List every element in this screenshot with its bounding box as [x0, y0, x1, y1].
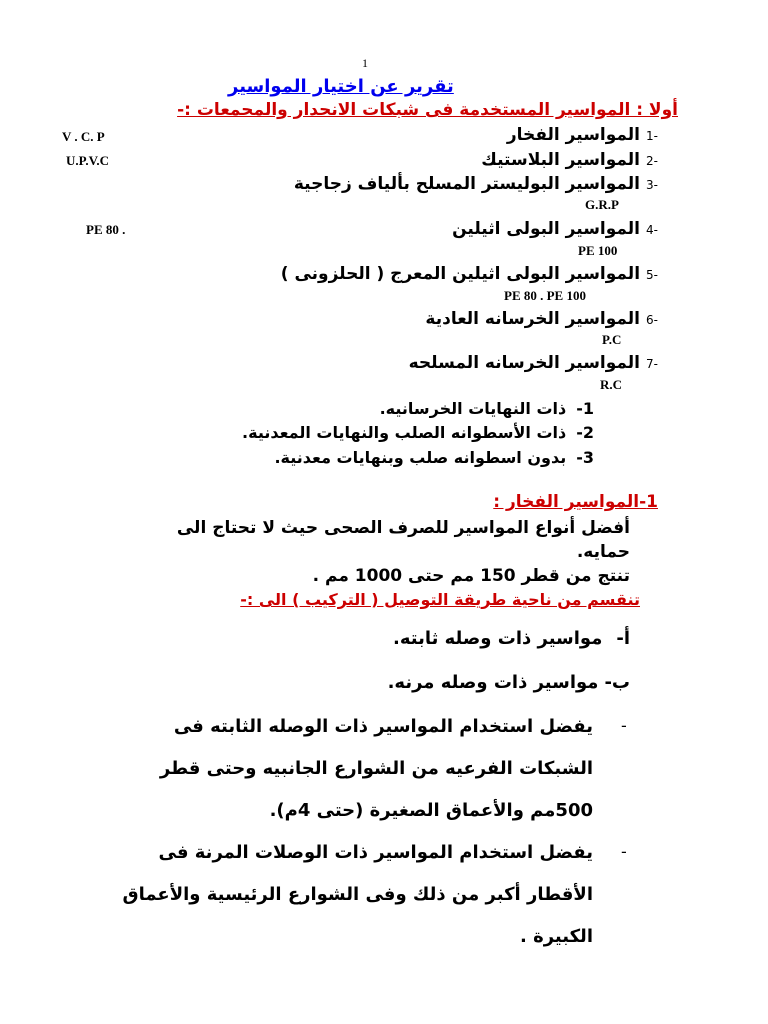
list-item [409, 353, 658, 373]
option-b [388, 672, 630, 693]
item-code: U.P.V.C [66, 153, 109, 168]
classification-heading: تنقسم من ناحية طريقة التوصيل ( التركيب ) الى :- [240, 590, 640, 609]
list-item [507, 125, 658, 145]
bullet-line: الأقطار أكبر من ذلك وفى الشوارع الرئيسية والأعماق [122, 884, 593, 905]
item-text: المواسير الخرسانه المسلحه [408, 353, 641, 373]
item-text: المواسير البلاستيك [481, 150, 641, 170]
item-number: -2 [646, 154, 658, 168]
item-code: PE 80 . [86, 222, 126, 237]
section-title: المواسير الفخار : [493, 492, 640, 512]
list-item [294, 174, 658, 194]
item-text: المواسير الخرسانه العادية [425, 309, 641, 329]
bullet-line: يفضل استخدام المواسير ذات الوصلات المرنة فى [158, 842, 593, 863]
sub-list-item [380, 399, 594, 418]
item-code-2: PE 100 [578, 243, 618, 258]
sub-item-number: 3- [576, 448, 594, 467]
list-item [425, 309, 658, 329]
item-code: P.C [602, 332, 622, 347]
sub-list-item [274, 448, 594, 467]
sub-item-text: بدون اسطوانه صلب وبنهايات معدنية. [274, 448, 567, 467]
paragraph-line: تنتج من قطر 150 مم حتى 1000 مم . [312, 566, 630, 586]
section-number: 1- [639, 492, 658, 512]
sub-item-number: 2- [576, 423, 594, 442]
sub-item-number: 1- [576, 399, 594, 418]
list-item [452, 219, 658, 239]
bullet-line: 500مم والأعماق الصغيرة (حتى 4م). [269, 800, 593, 821]
item-number: -4 [646, 223, 658, 237]
sub-item-text: ذات الأسطوانه الصلب والنهايات المعدنية. [242, 423, 567, 442]
item-number: -3 [646, 178, 658, 192]
bullet-line: الكبيرة . [519, 926, 593, 947]
document-title: تقرير عن اختيار المواسير [228, 76, 454, 97]
bullet-dash: - [621, 716, 627, 735]
item-code: V . C. P [62, 129, 105, 144]
item-number: -6 [646, 313, 658, 327]
option-label: أ- [616, 628, 630, 649]
bullet-line: يفضل استخدام المواسير ذات الوصله الثابته فى [173, 716, 593, 737]
item-text: المواسير البولى اثيلين المعرج ( الحلزونى ) [280, 264, 641, 284]
bullet-dash: - [621, 842, 627, 861]
list-item [281, 264, 658, 284]
option-text: مواسير ذات وصله ثابته. [392, 628, 603, 649]
sub-item-text: ذات النهايات الخرسانيه. [379, 399, 567, 418]
list-item [481, 150, 658, 170]
item-code: G.R.P [585, 197, 619, 212]
option-text: مواسير ذات وصله مرنه. [387, 672, 599, 693]
section-heading-pipes: أولا : المواسير المستخدمة فى شبكات الانحدار والمحمعات :- [177, 100, 678, 120]
section-heading-clay [493, 492, 658, 512]
item-code: R.C [600, 377, 623, 392]
item-text: المواسير الفخار [506, 125, 641, 145]
paragraph-line: حمايه. [576, 542, 630, 562]
item-text: المواسير البوليستر المسلح بألياف زجاجية [293, 174, 641, 194]
sub-list-item [242, 423, 594, 442]
item-number: -5 [646, 268, 658, 282]
paragraph-line: أفضل أنواع المواسير للصرف الصحى حيث لا تحتاج الى [176, 518, 630, 538]
item-code: PE 80 . PE 100 [504, 288, 586, 303]
option-a [393, 628, 630, 649]
option-label: ب- [604, 672, 630, 693]
item-text: المواسير البولى اثيلين [452, 219, 641, 239]
item-number: -1 [646, 129, 658, 143]
page-number: 1 [362, 56, 368, 70]
item-number: -7 [646, 357, 658, 371]
bullet-line: الشبكات الفرعيه من الشوارع الجانبيه وحتى قطر [159, 758, 593, 779]
